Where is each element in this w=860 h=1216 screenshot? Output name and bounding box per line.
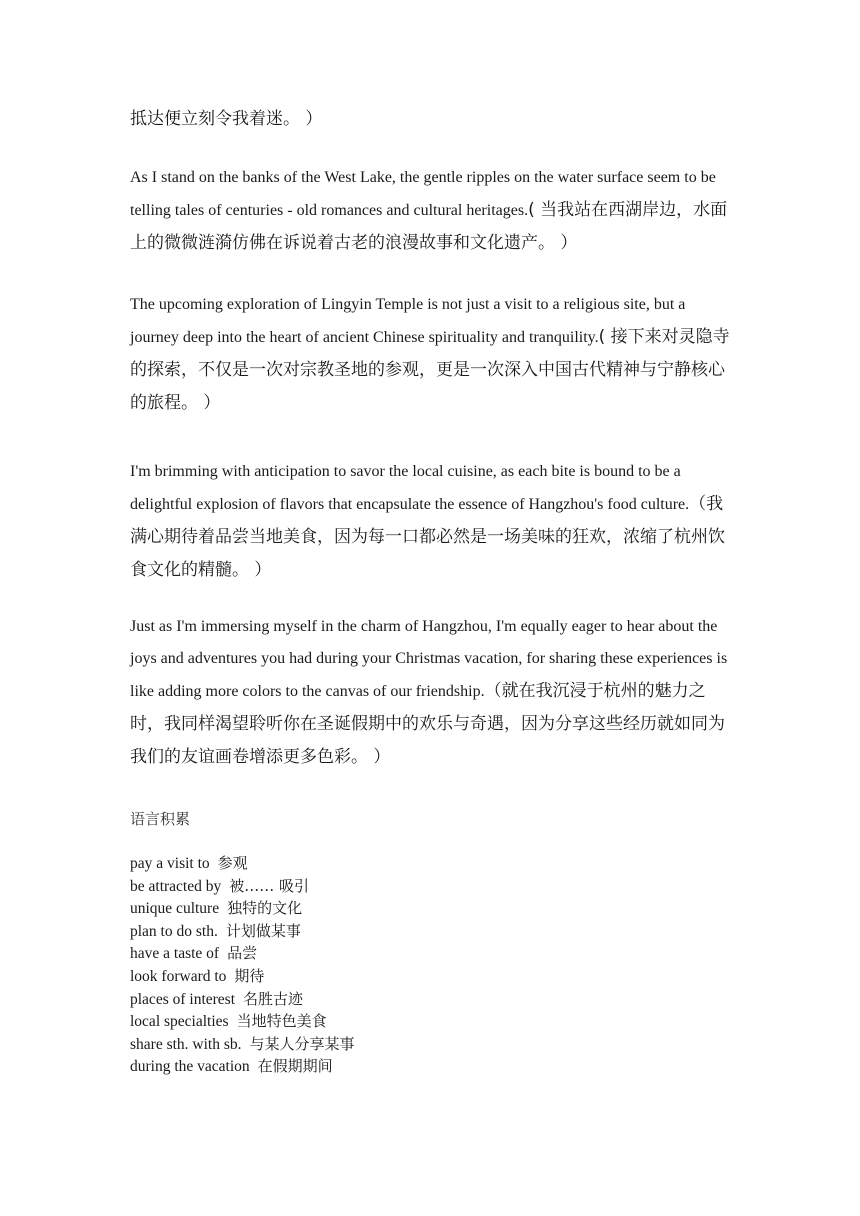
vocab-zh: 当地特色美食 xyxy=(236,1012,327,1031)
paragraph-5 xyxy=(130,611,735,774)
vocab-en: be attracted by xyxy=(130,877,222,895)
paragraph-3-zh: ( 接下来对灵隐寺的探索，不仅是一次对宗教圣地的参观，更是一次深入中国古代精神与宁静核心的旅程。 ） xyxy=(130,327,730,413)
paragraph-5-en: Just as I'm immersing myself in the charm of Hangzhou, I'm equally eager to hear about the joys and adventures you had during your Christmas vacation, for sharing these experiences is like adding more colors to the canvas of our friendship. xyxy=(130,618,728,700)
paragraph-4-zh: （我满心期待着品尝当地美食，因为每一口都必然是一场美味的狂欢，浓缩了杭州饮食文化的精髓。 ） xyxy=(130,494,725,580)
paragraph-3-en: The upcoming exploration of Lingyin Temple is not just a visit to a religious site, but a journey deep into the heart of ancient Chinese spirituality and tranquility. xyxy=(130,296,686,346)
vocab-en: plan to do sth. xyxy=(130,922,218,940)
vocab-zh: 名胜古迹 xyxy=(243,989,304,1008)
vocab-zh: 期待 xyxy=(234,966,265,985)
vocab-zh: 被…… 吸引 xyxy=(229,876,310,895)
vocabulary-item xyxy=(130,1055,355,1078)
vocabulary-item xyxy=(130,988,355,1011)
vocabulary-item xyxy=(130,852,355,875)
vocab-en: local specialties xyxy=(130,1013,229,1031)
paragraph-5-zh: （就在我沉浸于杭州的魅力之时，我同样渴望聆听你在圣诞假期中的欢乐与奇遇，因为分享这些经历就如同为我们的友谊画卷增添更多色彩。 ） xyxy=(130,681,725,767)
vocabulary-item xyxy=(130,897,355,920)
paragraph-2-zh: ( 当我站在西湖岸边，水面上的微微涟漪仿佛在诉说着古老的浪漫故事和文化遗产。 ） xyxy=(130,200,728,253)
vocabulary-item xyxy=(130,942,355,965)
vocabulary-list xyxy=(130,852,355,1078)
paragraph-2-en: As I stand on the banks of the West Lake, the gentle ripples on the water surface seem to be telling tales of centuries - old romances and cultural heritages. xyxy=(130,169,716,219)
vocab-zh: 与某人分享某事 xyxy=(249,1034,355,1053)
paragraph-2 xyxy=(130,162,735,260)
vocab-en: have a taste of xyxy=(130,945,220,963)
paragraph-4-en: I'm brimming with anticipation to savor the local cuisine, as each bite is bound to be a delightful explosion of flavors that encapsulate the essence of Hangzhou's food culture. xyxy=(130,463,690,513)
vocab-en: places of interest xyxy=(130,990,236,1008)
vocab-zh: 参观 xyxy=(217,854,248,872)
paragraph-1-zh: 抵达便立刻令我着迷。 ） xyxy=(130,109,323,129)
vocab-en: pay a visit to xyxy=(130,855,210,872)
vocab-en: unique culture xyxy=(130,900,220,918)
vocab-zh: 在假期期间 xyxy=(257,1057,333,1076)
paragraph-4 xyxy=(130,456,735,587)
vocab-en: during the vacation xyxy=(130,1058,250,1076)
vocabulary-item xyxy=(130,1010,355,1033)
vocabulary-item xyxy=(130,1033,355,1056)
vocab-en: share sth. with sb. xyxy=(130,1035,242,1053)
vocabulary-item xyxy=(130,920,355,943)
paragraph-1 xyxy=(130,103,735,136)
vocab-zh: 品尝 xyxy=(227,944,258,963)
vocabulary-item xyxy=(130,875,355,898)
vocab-zh: 计划做某事 xyxy=(225,921,301,940)
paragraph-3 xyxy=(130,289,735,420)
vocab-zh: 独特的文化 xyxy=(227,899,303,918)
language-section-heading: 语言积累 xyxy=(130,810,191,828)
vocab-en: look forward to xyxy=(130,967,227,985)
vocabulary-item xyxy=(130,965,355,988)
